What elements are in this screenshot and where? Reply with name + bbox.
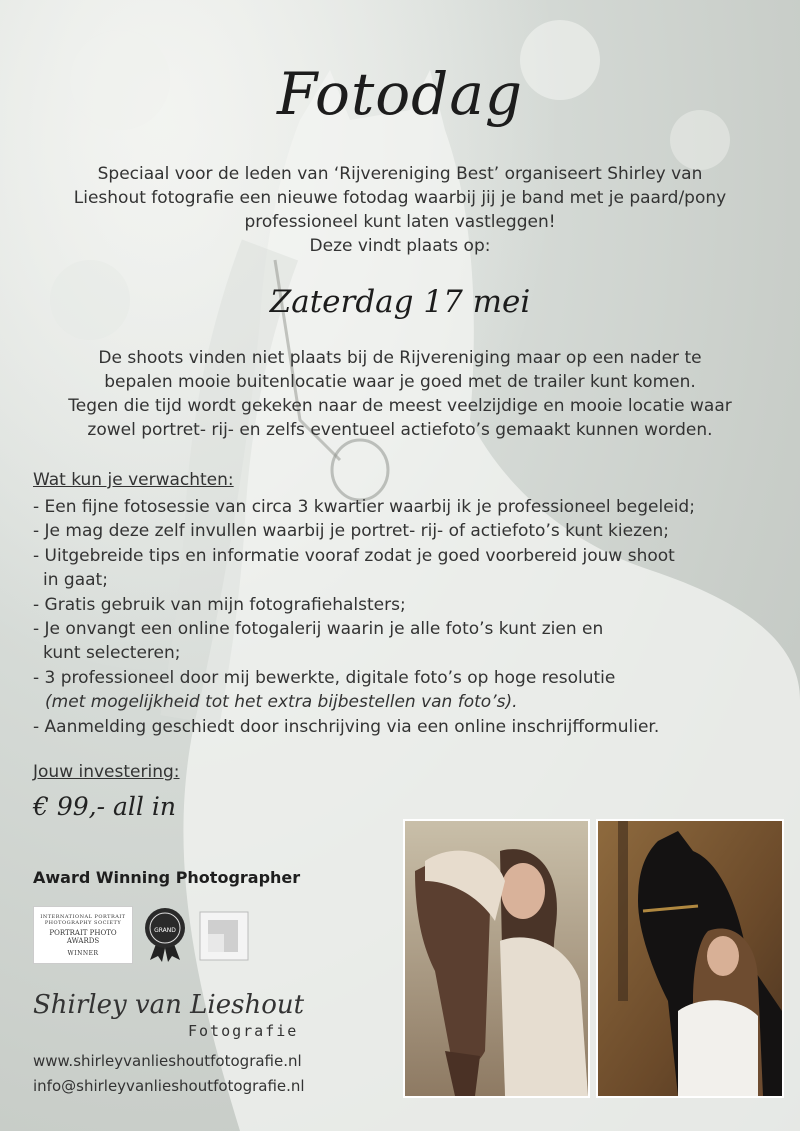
list-item: - Gratis gebruik van mijn fotografiehalsters; [33, 594, 406, 615]
signature-subtitle: Fotografie [188, 1022, 299, 1040]
list-item: - Je mag deze zelf invullen waarbij je portret- rij- of actiefoto’s kunt kiezen; [33, 521, 669, 542]
list-item: - 3 professioneel door mij bewerkte, digitale foto’s op hoge resolutie [33, 667, 616, 688]
expect-list [33, 495, 773, 739]
photographer-signature: Shirley van Lieshout [33, 990, 305, 1020]
intro-line: Lieshout fotografie een nieuwe fotodag waarbij jij je band met je paard/pony [73, 188, 727, 208]
location-line: Tegen die tijd wordt gekeken naar de meest veelzijdige en mooie locatie waar [68, 396, 732, 416]
portrait-award-badge [33, 906, 133, 964]
intro-line: Deze vindt plaats op: [309, 236, 491, 256]
website-link[interactable]: www.shirleyvanlieshoutfotografie.nl [33, 1052, 302, 1070]
photo-white-pony [403, 819, 590, 1098]
location-text [20, 346, 780, 442]
intro-line: Speciaal voor de leden van ‘Rijvereniging Best’ organiseert Shirley van [97, 164, 703, 184]
badge-grand-text: GRAND [154, 927, 176, 934]
price: € 99,- all in [33, 792, 176, 821]
list-item: - Aanmelding geschiedt door inschrijving via een online inschrijfformulier. [33, 716, 660, 737]
list-item: - Je onvangt een online fotogalerij waarin je alle foto’s kunt zien en [33, 619, 604, 640]
photo-award-logo-icon [198, 910, 250, 962]
location-line: De shoots vinden niet plaats bij de Rijvereniging maar op een nader te [98, 348, 702, 368]
location-line: bepalen mooie buitenlocatie waar je goed met de trailer kunt komen. [104, 372, 696, 392]
intro-line: professioneel kunt laten vastleggen! [244, 212, 556, 232]
photo-black-horse [596, 819, 784, 1098]
list-item: - Uitgebreide tips en informatie vooraf zodat je goed voorbereid jouw shoot [33, 545, 675, 566]
list-item: kunt selecteren; [43, 643, 181, 664]
badge-award-text: PORTRAIT PHOTO AWARDS [49, 929, 117, 945]
intro-text [40, 162, 760, 258]
list-item: in gaat; [43, 570, 108, 591]
expect-heading: Wat kun je verwachten: [33, 470, 234, 490]
badge-society-text: INTERNATIONAL PORTRAIT PHOTOGRAPHY SOCIETY [40, 914, 126, 926]
list-item: (met mogelijkheid tot het extra bijbestellen van foto’s). [45, 692, 518, 713]
award-heading: Award Winning Photographer [33, 868, 301, 887]
grand-award-badge-icon [142, 906, 188, 962]
list-item: - Een fijne fotosessie van circa 3 kwartier waarbij ik je professioneel begeleid; [33, 497, 695, 517]
page-title: Fotodag [276, 60, 524, 128]
badge-winner-text: WINNER [67, 950, 99, 957]
investment-heading: Jouw investering: [33, 762, 180, 782]
email-link[interactable]: info@shirleyvanlieshoutfotografie.nl [33, 1077, 305, 1095]
event-date: Zaterdag 17 mei [269, 284, 531, 320]
location-line: zowel portret- rij- en zelfs eventueel actiefoto’s gemaakt kunnen worden. [87, 420, 713, 440]
